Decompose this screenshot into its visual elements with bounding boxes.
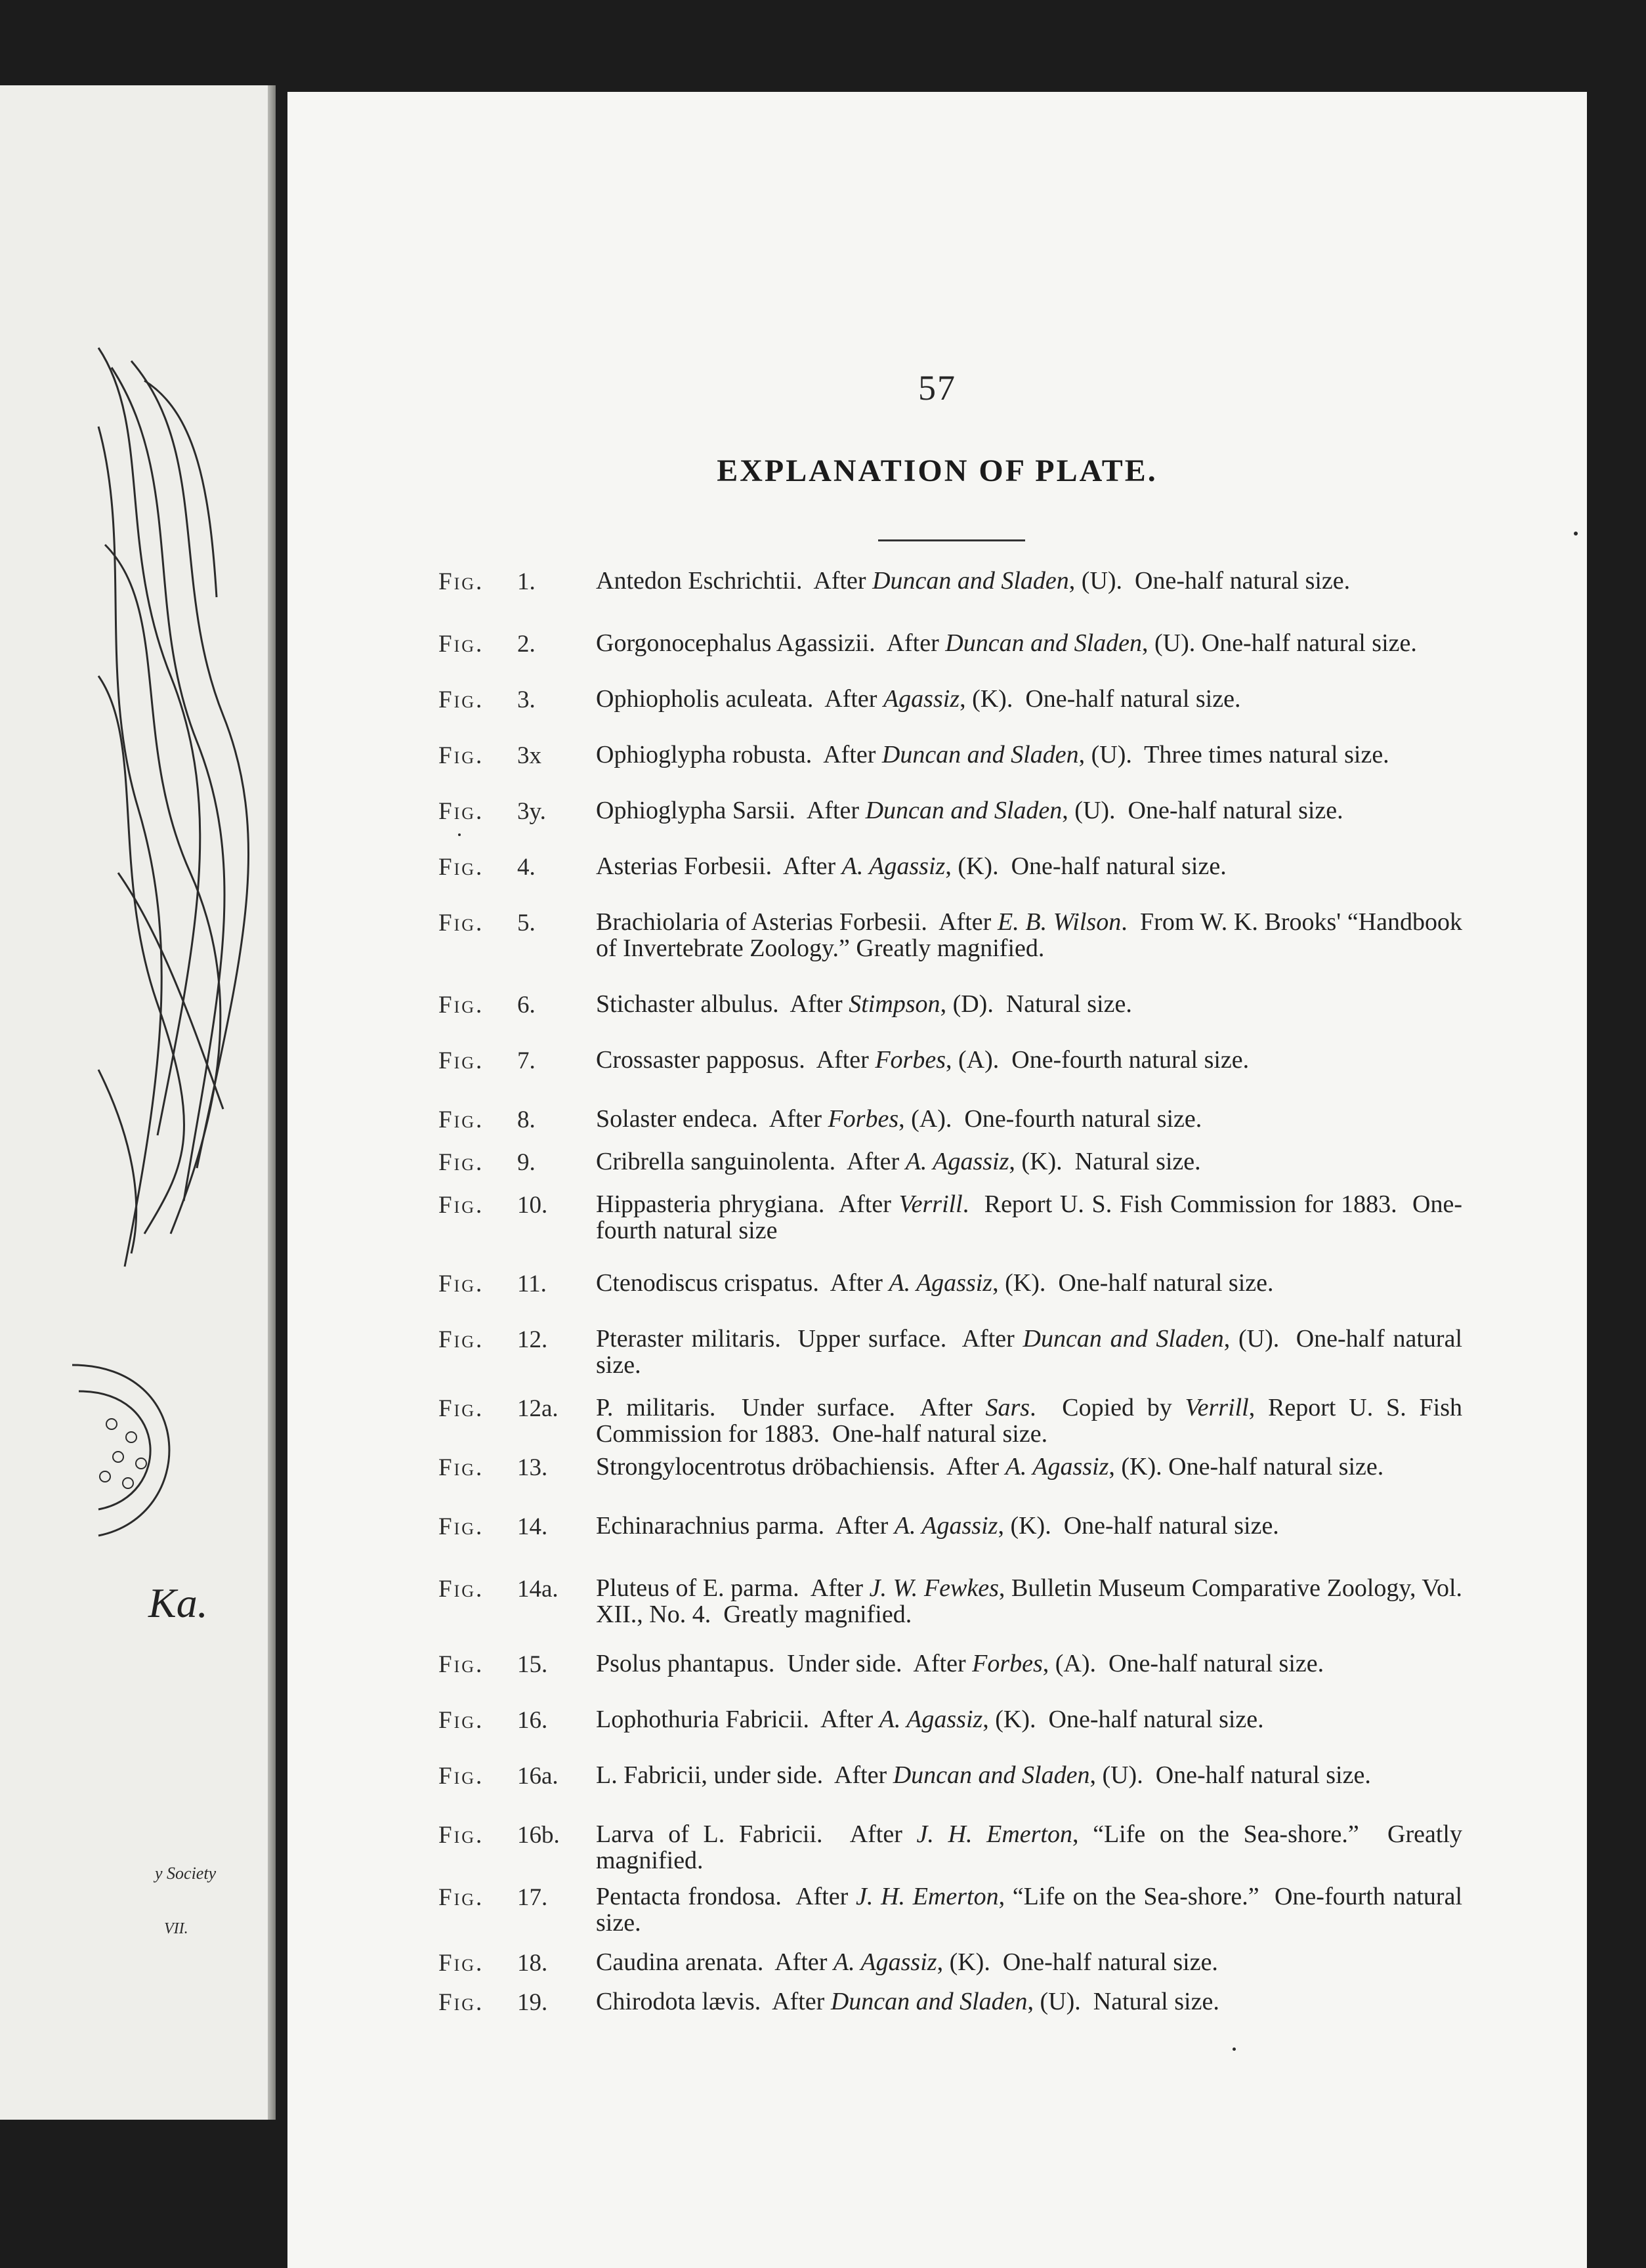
caption-text-run: P. militaris. Under surface. After <box>596 1394 986 1421</box>
caption-author: Duncan and Sladen <box>872 567 1069 595</box>
figure-caption-text <box>596 1106 1462 1132</box>
caption-text-run: , (U). One-half natural size. <box>1089 1761 1371 1789</box>
caption-text-run: Ophioglypha robusta. After <box>596 741 882 768</box>
figure-caption-text <box>596 1325 1469 1379</box>
figure-caption <box>438 1148 1462 1176</box>
figure-number: 16. <box>517 1707 548 1734</box>
caption-text-run: . Report U. S. Fish Commission for 1883. One-fourth natural size <box>596 1190 1462 1244</box>
caption-text-run: Ophioglypha Sarsii. After <box>596 797 866 824</box>
figure-caption <box>438 990 1462 1018</box>
figure-caption-text <box>596 686 1462 712</box>
caption-text-run: , (D). Natural size. <box>940 990 1132 1018</box>
figure-number: 3x <box>517 742 541 769</box>
illustration-dot <box>126 1432 137 1442</box>
figure-caption-text <box>596 1047 1462 1073</box>
caption-author: Duncan and Sladen <box>830 1988 1028 2015</box>
caption-text-run: Psolus phantapus. Under side. After <box>596 1650 973 1677</box>
caption-text-run: , (A). One-fourth natural size. <box>946 1046 1250 1074</box>
figure-caption <box>438 1988 1462 2016</box>
caption-text-run: Pluteus of E. parma. After <box>596 1574 870 1602</box>
caption-text-run: , (U). Three times natural size. <box>1078 741 1389 768</box>
caption-text-run: Echinarachnius parma. After <box>596 1512 895 1540</box>
caption-text-run: , (K). Natural size. <box>1009 1148 1201 1175</box>
illustration-stroke <box>98 1070 137 1253</box>
caption-text-run: , (K). One-half natural size. <box>982 1706 1264 1733</box>
figure-caption <box>438 1453 1462 1481</box>
facing-page-fragment <box>0 85 276 2120</box>
figure-caption-text <box>596 1820 1469 1874</box>
figure-caption-text <box>596 1148 1462 1175</box>
figure-caption <box>438 1706 1462 1734</box>
figure-caption <box>438 797 1462 825</box>
figure-caption-text <box>596 797 1462 824</box>
figure-number: 6. <box>517 992 536 1018</box>
figure-number: 3y. <box>517 798 546 825</box>
figure-word: Fig. <box>438 992 484 1018</box>
figure-caption-text <box>596 630 1462 656</box>
figure-number: 12a. <box>517 1395 559 1422</box>
figure-label <box>438 1821 570 1849</box>
figure-label <box>438 686 570 714</box>
caption-text-run: Strongylocentrotus dröbachiensis. After <box>596 1453 1005 1480</box>
plate-illustration-fragment <box>0 85 276 2120</box>
figure-caption-text <box>596 1574 1469 1628</box>
figure-number: 9. <box>517 1149 536 1176</box>
figure-number: 14. <box>517 1513 548 1540</box>
caption-text-run: , Report U. S. Fish Commission for 1883. One-half natural size. <box>596 1394 1469 1448</box>
figure-label <box>438 853 570 881</box>
caption-text-run: Gorgonocephalus Agassizii. After <box>596 629 946 657</box>
figure-label <box>438 1988 570 2017</box>
figure-label <box>438 1148 570 1177</box>
document-page <box>287 92 1587 2268</box>
figure-caption-text <box>596 1270 1462 1296</box>
figure-caption <box>438 1650 1462 1678</box>
caption-author: Stimpson <box>849 990 940 1018</box>
caption-author: Agassiz <box>883 685 960 713</box>
figure-caption-text <box>596 991 1462 1017</box>
figure-label <box>438 1454 570 1482</box>
caption-author: A. Agassiz <box>1005 1453 1109 1480</box>
caption-author: Forbes <box>828 1105 899 1133</box>
figure-label <box>438 1326 570 1354</box>
facing-page-caption-line: VII. <box>164 1920 188 1937</box>
figure-caption <box>438 1820 1469 1874</box>
figure-caption <box>438 1394 1469 1448</box>
caption-text-run: , (U). One-half natural size. <box>1062 797 1343 824</box>
caption-author: A. Agassiz <box>841 852 946 880</box>
figure-label <box>438 1650 570 1679</box>
figure-number: 16a. <box>517 1763 559 1790</box>
print-speck <box>458 833 461 836</box>
caption-author: Duncan and Sladen <box>865 797 1063 824</box>
figure-caption-text <box>596 742 1462 768</box>
caption-text-run: Ophiopholis aculeata. After <box>596 685 883 713</box>
caption-text-run: Ctenodiscus crispatus. After <box>596 1269 889 1297</box>
caption-text-run: L. Fabricii, under side. After <box>596 1761 893 1789</box>
figure-caption-text <box>596 1883 1469 1937</box>
figure-number: 19. <box>517 1989 548 2016</box>
figure-word: Fig. <box>438 1326 484 1353</box>
figure-label <box>438 1395 570 1423</box>
figure-label <box>438 1270 570 1298</box>
caption-text-run: , (K). One-half natural size. <box>960 685 1241 713</box>
figure-caption <box>438 741 1462 769</box>
figure-word: Fig. <box>438 910 484 936</box>
figure-word: Fig. <box>438 1651 484 1678</box>
figure-caption-text <box>596 1762 1462 1788</box>
figure-caption <box>438 629 1462 658</box>
figure-number: 8. <box>517 1106 536 1133</box>
caption-text-run: . From W. K. Brooks' “Handbook of Invertebrate Zoology.” Greatly magnified. <box>596 908 1469 962</box>
caption-text-run: Caudina arenata. After <box>596 1948 834 1976</box>
figure-word: Fig. <box>438 1576 484 1603</box>
caption-text-run: Brachiolaria of Asterias Forbesii. After <box>596 908 998 936</box>
figure-caption <box>438 685 1462 713</box>
figure-caption <box>438 1574 1469 1628</box>
figure-number: 13. <box>517 1454 548 1481</box>
caption-text-run: , (K). One-half natural size. <box>937 1948 1218 1976</box>
figure-label <box>438 1949 570 1977</box>
caption-text-run: Asterias Forbesii. After <box>596 852 842 880</box>
figure-caption <box>438 1269 1462 1297</box>
figure-word: Fig. <box>438 686 484 713</box>
caption-author: E. B. Wilson <box>998 908 1122 936</box>
figure-number: 17. <box>517 1884 548 1911</box>
caption-text-run: Lophothuria Fabricii. After <box>596 1706 879 1733</box>
figure-word: Fig. <box>438 1192 484 1219</box>
caption-text-run: , “Life on the Sea-shore.” One-fourth natural size. <box>596 1883 1469 1937</box>
figure-label <box>438 630 570 658</box>
illustration-stroke <box>98 676 184 1234</box>
illustration-dot <box>136 1458 146 1469</box>
figure-label <box>438 1191 570 1219</box>
caption-text-run: , (A). One-fourth natural size. <box>898 1105 1202 1133</box>
caption-text-run: , (U). One-half natural size. <box>1068 567 1351 595</box>
figure-word: Fig. <box>438 1763 484 1790</box>
caption-text-run: , (U). One-half natural size. <box>1142 629 1417 657</box>
figure-number: 12. <box>517 1326 548 1353</box>
figure-word: Fig. <box>438 568 484 595</box>
figure-caption-text <box>596 1706 1462 1732</box>
caption-text-run: Pentacta frondosa. After <box>596 1883 856 1910</box>
figure-label <box>438 1106 570 1134</box>
figure-caption-text <box>596 1191 1462 1244</box>
illustration-dot <box>113 1452 123 1462</box>
figure-caption <box>438 908 1469 962</box>
caption-text-run: Cribrella sanguinolenta. After <box>596 1148 906 1175</box>
figure-word: Fig. <box>438 1047 484 1074</box>
caption-text-run: , (K). One-half natural size. <box>1108 1453 1384 1480</box>
caption-text-run: , Bulletin Museum Comparative Zoology, Vol. XII., No. 4. Greatly magnified. <box>596 1574 1469 1628</box>
caption-text-run: Stichaster albulus. After <box>596 990 849 1018</box>
figure-caption <box>438 852 1462 881</box>
figure-label <box>438 1883 570 1912</box>
figure-caption-text <box>596 1454 1462 1480</box>
figure-label <box>438 742 570 770</box>
page-edge <box>268 85 276 2120</box>
page-title: EXPLANATION OF PLATE. <box>717 453 1158 488</box>
print-speck <box>1233 2048 1236 2051</box>
illustration-dot <box>100 1471 110 1482</box>
caption-text-run: Antedon Eschrichtii. After <box>596 567 873 595</box>
caption-text-run: , “Life on the Sea-shore.” Greatly magnified. <box>596 1820 1469 1874</box>
illustration-dot <box>106 1419 117 1429</box>
figure-label <box>438 1513 570 1541</box>
figure-caption <box>438 1761 1462 1790</box>
figure-label <box>438 1575 570 1603</box>
figure-caption <box>438 1948 1462 1977</box>
caption-text-run: , (A). One-half natural size. <box>1042 1650 1324 1677</box>
figure-number: 7. <box>517 1047 536 1074</box>
figure-mark: Ka. <box>148 1580 208 1626</box>
figure-caption <box>438 1105 1462 1133</box>
caption-author: A. Agassiz <box>879 1706 983 1733</box>
facing-page-caption-line: y Society <box>155 1864 217 1883</box>
caption-author: Duncan and Sladen <box>1023 1325 1224 1353</box>
figure-word: Fig. <box>438 1149 484 1176</box>
figure-number: 18. <box>517 1950 548 1977</box>
figure-caption-text <box>596 1650 1462 1677</box>
illustration-stroke <box>79 1391 150 1509</box>
figure-caption <box>438 567 1462 595</box>
figure-caption-text <box>596 1513 1462 1539</box>
caption-text-run: Solaster endeca. After <box>596 1105 828 1133</box>
figure-caption <box>438 1512 1462 1540</box>
caption-text-run: Pteraster militaris. Upper surface. After <box>596 1325 1023 1353</box>
caption-author: A. Agassiz <box>833 1948 937 1976</box>
figure-label <box>438 991 570 1019</box>
caption-author: Verrill <box>1185 1394 1249 1421</box>
figure-label <box>438 1706 570 1734</box>
figure-word: Fig. <box>438 1989 484 2016</box>
caption-text-run: , (U). One-half natural size. <box>596 1325 1469 1379</box>
figure-number: 15. <box>517 1651 548 1678</box>
figure-word: Fig. <box>438 1950 484 1977</box>
figure-caption-text <box>596 568 1462 594</box>
caption-author: A. Agassiz <box>889 1269 993 1297</box>
figure-caption <box>438 1046 1462 1074</box>
figure-word: Fig. <box>438 1106 484 1133</box>
figure-number: 14a. <box>517 1576 559 1603</box>
figure-number: 4. <box>517 854 536 881</box>
caption-author: Duncan and Sladen <box>945 629 1142 657</box>
figure-word: Fig. <box>438 742 484 769</box>
figure-number: 11. <box>517 1270 547 1297</box>
illustration-stroke <box>131 361 249 1168</box>
figure-word: Fig. <box>438 1454 484 1481</box>
figure-number: 3. <box>517 686 536 713</box>
figure-number: 1. <box>517 568 536 595</box>
caption-author: J. H. Emerton <box>856 1883 999 1910</box>
figure-label <box>438 1047 570 1075</box>
figure-word: Fig. <box>438 1707 484 1734</box>
caption-text-run: Hippasteria phrygiana. After <box>596 1190 899 1218</box>
caption-author: Duncan and Sladen <box>893 1761 1090 1789</box>
figure-caption <box>438 1883 1469 1937</box>
caption-author: Duncan and Sladen <box>881 741 1079 768</box>
print-speck <box>1574 532 1578 536</box>
figure-caption-text <box>596 853 1462 879</box>
caption-text-run: , (K). One-half natural size. <box>998 1512 1279 1540</box>
caption-author: A. Agassiz <box>905 1148 1009 1175</box>
caption-author: Forbes <box>875 1046 946 1074</box>
caption-text-run: Crossaster papposus. After <box>596 1046 876 1074</box>
caption-text-run: . Copied by <box>1030 1394 1185 1421</box>
caption-author: J. W. Fewkes <box>869 1574 999 1602</box>
figure-caption-text <box>596 908 1469 962</box>
figure-caption-text <box>596 1394 1469 1448</box>
caption-text-run: , (K). One-half natural size. <box>992 1269 1274 1297</box>
figure-caption-list <box>287 92 1587 2268</box>
figure-caption-text <box>596 1949 1462 1975</box>
figure-word: Fig. <box>438 1513 484 1540</box>
figure-caption <box>438 1190 1462 1244</box>
figure-caption <box>438 1325 1469 1379</box>
caption-text-run: , (U). Natural size. <box>1027 1988 1219 2015</box>
caption-author: Sars <box>985 1394 1030 1421</box>
figure-word: Fig. <box>438 631 484 658</box>
figure-label <box>438 568 570 596</box>
figure-label <box>438 1762 570 1790</box>
caption-text-run: Chirodota lævis. After <box>596 1988 831 2015</box>
figure-number: 5. <box>517 910 536 936</box>
caption-text-run: Larva of L. Fabricii. After <box>596 1820 917 1848</box>
figure-caption-text <box>596 1988 1462 2015</box>
illustration-stroke <box>98 348 200 1135</box>
caption-text-run: , (K). One-half natural size. <box>945 852 1227 880</box>
figure-word: Fig. <box>438 1270 484 1297</box>
page-number: 57 <box>918 368 956 408</box>
illustration-stroke <box>112 368 224 1201</box>
figure-label <box>438 909 570 937</box>
figure-number: 16b. <box>517 1822 560 1849</box>
illustration-dot <box>123 1478 133 1488</box>
figure-label <box>438 797 570 826</box>
caption-author: Forbes <box>972 1650 1043 1677</box>
figure-number: 10. <box>517 1192 548 1219</box>
caption-author: Verrill <box>898 1190 963 1218</box>
caption-author: A. Agassiz <box>894 1512 998 1540</box>
figure-number: 2. <box>517 631 536 658</box>
figure-word: Fig. <box>438 798 484 825</box>
caption-author: J. H. Emerton <box>916 1820 1072 1848</box>
figure-word: Fig. <box>438 1884 484 1911</box>
figure-word: Fig. <box>438 1395 484 1422</box>
figure-word: Fig. <box>438 854 484 881</box>
figure-word: Fig. <box>438 1822 484 1849</box>
